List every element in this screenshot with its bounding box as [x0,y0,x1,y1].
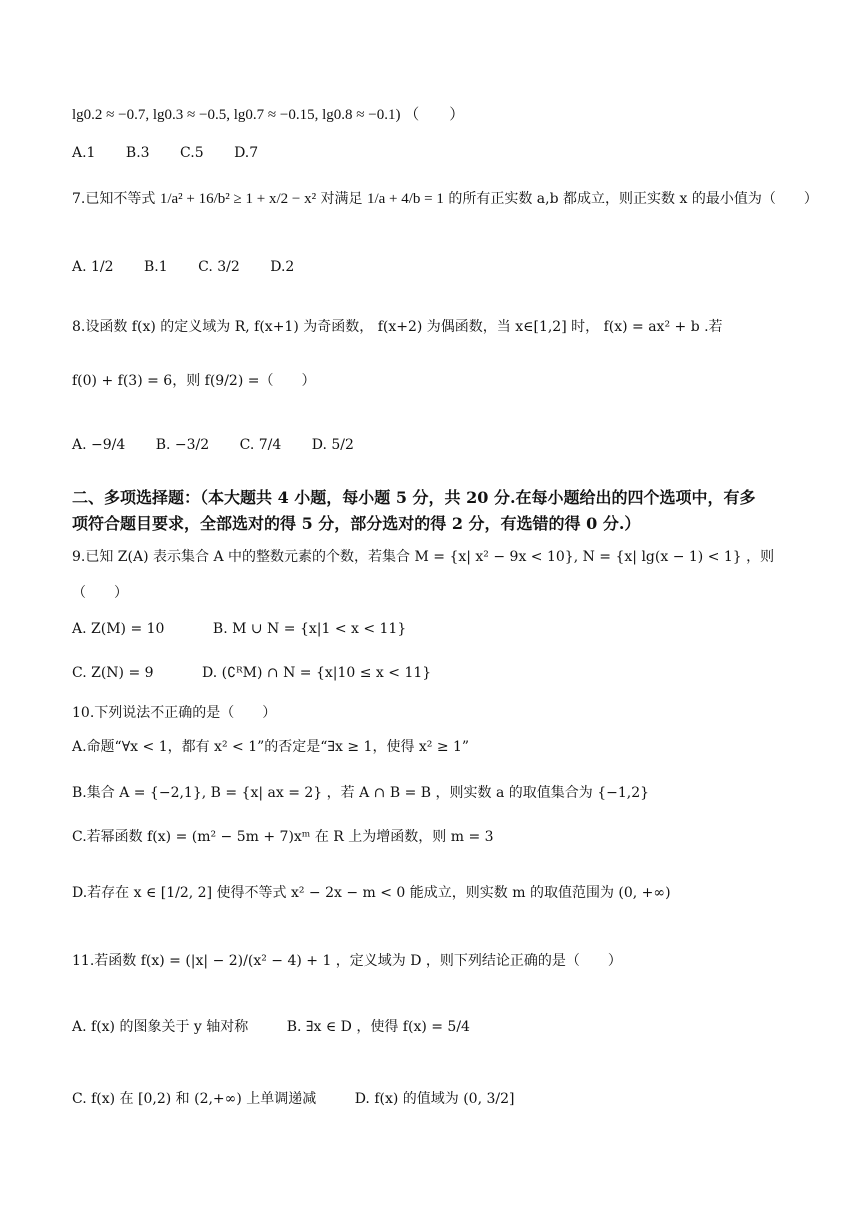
q11-option-c[interactable]: C. f(x) 在 [0,2) 和 (2,+∞) 上单调递减 [72,1091,317,1107]
q11-stem: 11.若函数 f(x) = (|x| − 2)/(x² − 4) + 1 ，定义域为 D ，则下列结论正确的是（ ） [72,953,622,969]
q7-options [72,258,820,276]
q6-option-b[interactable]: B.3 [125,145,150,161]
q8-stem-line1: 8.设函数 f(x) 的定义域为 R, f(x+1) 为奇函数， f(x+2) 为偶函数，当 x∈[1,2] 时， f(x) = ax² + b .若 [72,319,723,335]
q9-stem: 9.已知 Z(A) 表示集合 A 中的整数元素的个数，若集合 M = {x| x² − 9x < 10}, N = {x| lg(x − 1) < 1} ，则 [72,549,775,565]
q8-option-a[interactable]: A. −9/4 [72,437,126,453]
q11-option-a[interactable]: A. f(x) 的图象关于 y 轴对称 [72,1019,249,1035]
q10-option-a[interactable]: A.命题“∀x < 1，都有 x² < 1”的否定是“∃x ≥ 1，使得 x² ≥ 1” [72,739,470,755]
q10-option-c[interactable]: C.若幂函数 f(x) = (m² − 5m + 7)xᵐ 在 R 上为增函数，则 m = 3 [72,829,494,845]
q7-inequality: 1/a² + 16/b² ≥ 1 + x/2 − x² [159,191,317,207]
q10-option-b[interactable]: B.集合 A = {−2,1}, B = {x| ax = 2} ，若 A ∩ B = B ，则实数 a 的取值集合为 {−1,2} [72,785,650,801]
q11-option-b[interactable]: B. ∃x ∈ D ，使得 f(x) = 5/4 [286,1019,470,1035]
section2-heading-line2: 项符合题目要求，全部选对的得 5 分，部分选对的得 2 分，有选错的得 0 分.） [72,514,641,533]
q9-option-d[interactable]: D. (∁ᴿM) ∩ N = {x|10 ≤ x < 11} [202,665,432,681]
q8-options [72,436,820,454]
q8-option-d[interactable]: D. 5/2 [311,437,354,453]
q9-options-row1 [72,620,820,638]
q11-options-row1 [72,1018,820,1036]
q10-option-d[interactable]: D.若存在 x ∈ [1/2, 2] 使得不等式 x² − 2x − m < 0 能成立，则实数 m 的取值范围为 (0, +∞) [72,885,671,901]
section2-heading-line1: 二、多项选择题：（本大题共 4 小题，每小题 5 分，共 20 分.在每小题给出的四个选项中，有多 [72,488,756,507]
q10-stem: 10.下列说法不正确的是（ ） [72,705,277,721]
q7-option-b[interactable]: B.1 [144,259,168,275]
q11-options-row2 [72,1090,820,1108]
q11-option-d[interactable]: D. f(x) 的值域为 (0, 3/2] [354,1091,515,1107]
q6-options [72,144,820,162]
q8-stem-line2: f(0) + f(3) = 6，则 f(9/2) =（ ） [72,373,316,389]
q8-option-c[interactable]: C. 7/4 [239,437,282,453]
q6-option-a[interactable]: A.1 [72,145,96,161]
q7-option-a[interactable]: A. 1/2 [72,259,114,275]
q9-option-c[interactable]: C. Z(N) = 9 [72,665,154,681]
q7-option-c[interactable]: C. 3/2 [198,259,240,275]
q9-option-b[interactable]: B. M ∪ N = {x|1 < x < 11} [212,621,407,637]
q8-option-b[interactable]: B. −3/2 [155,437,210,453]
q6-log-hint: lg0.2 ≈ −0.7, lg0.3 ≈ −0.5, lg0.7 ≈ −0.15, lg0.8 ≈ −0.1) （ ） [72,107,465,123]
q9-option-a[interactable]: A. Z(M) = 10 [72,621,165,637]
q6-option-c[interactable]: C.5 [180,145,204,161]
q9-options-row2 [72,664,820,682]
q7-condition: 1/a + 4/b = 1 [366,191,444,207]
q7-stem: 7.已知不等式 1/a² + 16/b² ≥ 1 + x/2 − x² 对满足 1/a + 4/b = 1 的所有正实数 a,b 都成立，则正实数 x 的最小值为（ ） [72,191,818,207]
q6-option-d[interactable]: D.7 [234,145,259,161]
q9-paren: （ ） [72,585,128,601]
q7-option-d[interactable]: D.2 [270,259,295,275]
